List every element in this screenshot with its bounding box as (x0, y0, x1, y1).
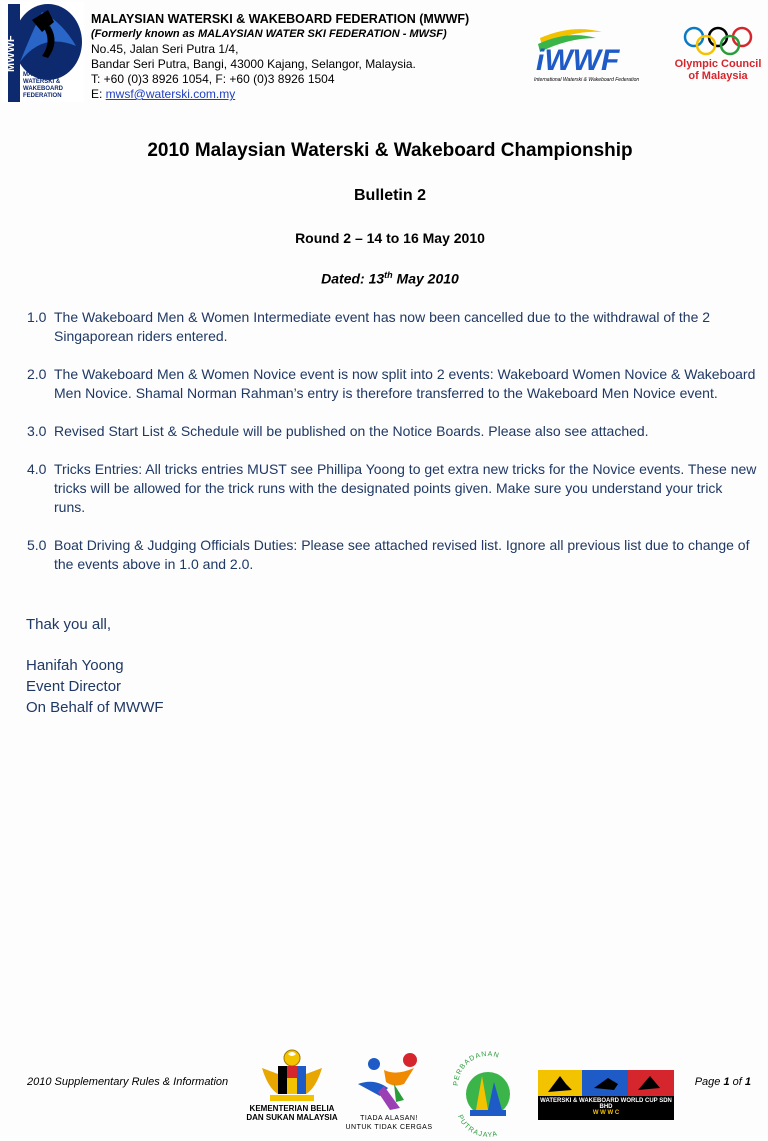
running-figure-icon (344, 1048, 434, 1112)
page-number: 1 (723, 1076, 730, 1088)
wwc-logo (538, 1070, 674, 1120)
signer-name: Hanifah Yoong (26, 657, 124, 674)
former-name: (Formerly known as MALAYSIAN WATER SKI FEDERATION - MWSF) (91, 28, 447, 40)
item-number: 1.0 (27, 309, 47, 325)
page-of: of (729, 1076, 745, 1088)
svg-text:WATERSKI &: WATERSKI & (23, 79, 61, 85)
document-title: 2010 Malaysian Waterski & Wakeboard Championship (147, 140, 633, 161)
list-item (27, 422, 757, 441)
olympic-council-logo (672, 24, 764, 86)
list-item (27, 460, 757, 517)
item-number: 4.0 (27, 461, 47, 477)
iwwf-logo (532, 24, 652, 84)
svg-text:WAKEBOARD: WAKEBOARD (23, 86, 63, 92)
org-name: MALAYSIAN WATERSKI & WAKEBOARD FEDERATION (MWWF) (91, 12, 470, 26)
phone-line: T: +60 (0)3 8926 1054, F: +60 (0)3 8926 1504 (91, 72, 335, 86)
page-prefix: Page (694, 1076, 724, 1088)
wwc-subtext: W W W C (592, 1110, 620, 1116)
email-link[interactable]: mwsf@waterski.com.my (105, 87, 236, 101)
svg-text:PUTRAJAYA: PUTRAJAYA (456, 1113, 499, 1139)
email-line (91, 87, 469, 102)
item-number: 5.0 (27, 537, 47, 553)
signer-org: On Behalf of MWWF (26, 699, 164, 716)
kbs-logo (244, 1048, 340, 1138)
coat-of-arms-icon (244, 1048, 340, 1104)
ocm-text: Olympic Council of Malaysia (674, 58, 762, 82)
mwwf-logo (2, 2, 84, 102)
svg-text:PERBADANAN: PERBADANAN (452, 1050, 501, 1087)
letterhead-text (91, 12, 469, 102)
item-text: Tricks Entries: All tricks entries MUST see Phillipa Yoong to get extra new tricks for the Novice events. These new tricks will be allowed for the trick runs with the designated points given. Make sure you understand your trick runs. (54, 461, 757, 515)
item-text: The Wakeboard Men & Women Intermediate event has now been cancelled due to the withdrawal of the 2 Singaporean riders entered. (54, 309, 711, 344)
bulletin-label: Bulletin 2 (353, 187, 426, 204)
svg-text:iWWF: iWWF (536, 44, 620, 77)
perbadanan-putrajaya-logo (448, 1046, 528, 1140)
thanks-line: Thak you all, (26, 616, 112, 633)
item-text: Revised Start List & Schedule will be published on the Notice Boards. Please also see attached. (54, 423, 649, 439)
item-number: 2.0 (27, 366, 47, 382)
list-item (27, 536, 757, 574)
svg-text:FEDERATION: FEDERATION (23, 93, 62, 99)
svg-text:International Waterski & Wakeb: International Waterski & Wakeboard Federation (534, 77, 640, 83)
dated-suffix: May 2010 (392, 270, 459, 287)
item-text: The Wakeboard Men & Women Novice event is now split into 2 events: Wakeboard Women Novice & Wakeboard Men Novice. Shamal Norman Rahman’s entry is therefore transferred to the Wakeboard Men Novice event. (54, 366, 756, 401)
wwc-text: WATERSKI & WAKEBOARD WORLD CUP SDN BHD (540, 1098, 672, 1110)
kbs-text: KEMENTERIAN BELIA DAN SUKAN MALAYSIA (246, 1104, 338, 1122)
item-text: Boat Driving & Judging Officials Duties: Please see attached revised list. Ignore all previous list due to change of the events above in 1.0 and 2.0. (54, 537, 750, 572)
tiada-alasan-logo (344, 1048, 434, 1138)
page-total: 1 (744, 1076, 751, 1088)
svg-text:MWWF: MWWF (5, 35, 17, 72)
address-line-2: Bandar Seri Putra, Bangi, 43000 Kajang, Selangor, Malaysia. (91, 57, 416, 71)
tiada-line-2: UNTUK TIDAK CERGAS (345, 1124, 433, 1131)
svg-text:MALAYSIAN: MALAYSIAN (23, 72, 59, 78)
tiada-line-1: TIADA ALASAN! (360, 1115, 418, 1122)
footer-doc-name: 2010 Supplementary Rules & Information (27, 1076, 229, 1088)
letterhead (0, 0, 768, 110)
bulletin-items (27, 308, 757, 593)
olympic-rings-icon (672, 24, 764, 56)
dated-line (0, 270, 768, 287)
signature-block (26, 655, 164, 718)
dated-sup: th (384, 270, 393, 280)
list-item (27, 365, 757, 403)
dated-prefix: Dated: 13 (321, 270, 385, 287)
item-number: 3.0 (27, 423, 47, 439)
tiada-text (344, 1114, 434, 1132)
list-item (27, 308, 757, 346)
round-label: Round 2 – 14 to 16 May 2010 (295, 230, 485, 246)
signer-title: Event Director (26, 678, 122, 695)
page-indicator (695, 1076, 751, 1088)
address-line-1: No.45, Jalan Seri Putra 1/4, (91, 42, 239, 56)
email-prefix: E: (91, 87, 106, 101)
